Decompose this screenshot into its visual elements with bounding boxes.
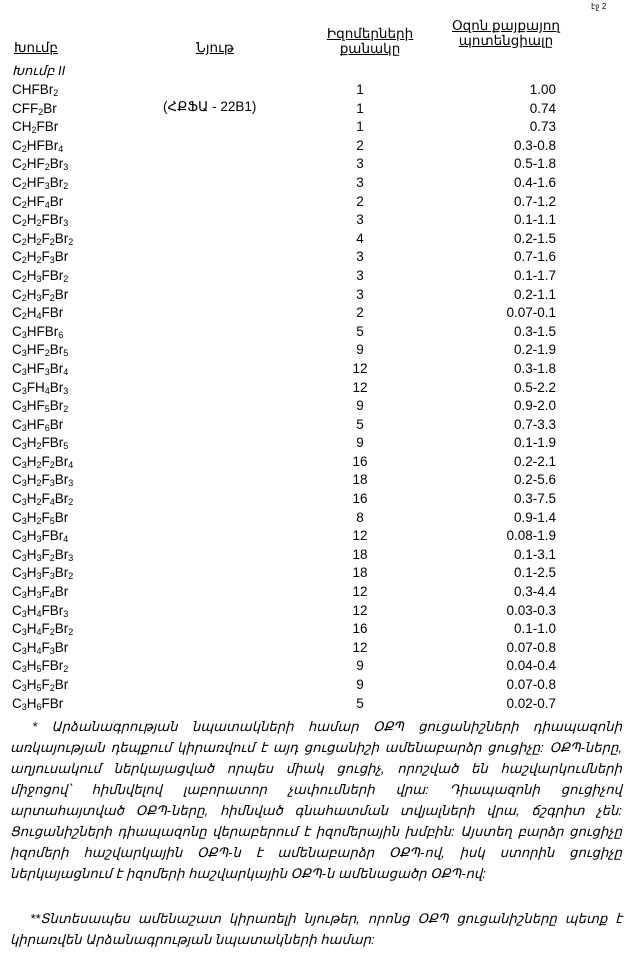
footnote-1: * Արձանագրության նպատակների համար ՕՔՊ ցուցանիշների դիապազոնի առկայության դեպքում կիրառվում է այդ ցուցանիշի ամենաբարձր ցուցիչը: ՕՔՊ-ները, աղյուսակում ներկայացված որպես միակ ցուցիչ, որոշված են հաշվարկումների միջոցով՝ հիմնվելով լաբորատոր չափումների վրա: Դիապազոնի ցուցիչով արտահայտված ՕՔՊ-ները, հիմնված գնահատման տվյալների վրա, ճշգրիտ չեն: Ցուցանիշների դիապազոնը վերաբերում է իզոմերային խմբին: Այստեղ բարձր ցուցիչը իզոմերի հաշվարկային ՕՔՊ-ն է ամենաբարձր ՕՔՊ-ով, իսկ ստորին ցուցիչը ներկայացնում է իզոմերի հաշվարկային ՕՔՊ-ն ամենացածր ՕՔՊ-ով: <box>10 719 622 881</box>
formula-cell: $C_2HF_2Br_3$ <box>12 156 69 173</box>
odp-value-cell: 0.5-2.2 <box>513 379 556 395</box>
table-row <box>0 546 630 565</box>
page-number: էջ 2 <box>591 2 607 11</box>
formula-cell: $C_3H_3F_2Br_3$ <box>12 546 74 563</box>
table-row <box>0 248 630 267</box>
odp-value-cell: 1.00 <box>529 82 556 97</box>
isomer-count-cell: 2 <box>356 305 364 321</box>
table-row <box>0 471 630 490</box>
table-row <box>0 453 630 472</box>
odp-value-cell: 0.7-3.3 <box>513 416 556 432</box>
formula-cell: $C_3H_2F_5Br$ <box>12 509 69 526</box>
odp-value-cell: 0.02-0.7 <box>506 695 556 711</box>
table-row <box>0 620 630 639</box>
isomer-count-cell: 9 <box>356 342 364 358</box>
odp-value-cell: 0.03-0.3 <box>506 602 556 618</box>
formula-cell: $C_3H_3FBr_4$ <box>12 528 69 545</box>
isomer-count-cell: 2 <box>356 137 364 153</box>
odp-value-cell: 0.74 <box>529 100 556 116</box>
odp-value-cell: 0.9-1.4 <box>513 509 556 525</box>
formula-cell: $CFF_2Br$ <box>12 100 57 117</box>
odp-value-cell: 0.7-1.6 <box>513 249 556 265</box>
table-row <box>0 379 630 398</box>
header-odp: Օզոն քայքայող պոտենցիալը <box>452 18 560 48</box>
odp-value-cell: 0.7-1.2 <box>513 193 556 209</box>
isomer-count-cell: 5 <box>356 695 364 711</box>
table-row <box>0 341 630 360</box>
odp-value-cell: 0.08-1.9 <box>506 528 556 544</box>
isomer-count-cell: 1 <box>356 119 364 135</box>
table-row <box>0 527 630 546</box>
isomer-count-cell: 9 <box>356 677 364 692</box>
formula-cell: $C_2H_3F_2Br$ <box>12 286 69 303</box>
formula-cell: $C_2H_3FBr_2$ <box>12 267 69 284</box>
formula-cell: $C_3H_6FBr$ <box>12 695 64 712</box>
formula-cell: $C_3HF_6Br$ <box>12 416 64 433</box>
odp-value-cell: 0.5-1.8 <box>513 156 556 172</box>
odp-value-cell: 0.07-0.8 <box>506 639 556 655</box>
table-row <box>0 657 630 676</box>
table-row <box>0 267 630 286</box>
formula-cell: $CH_2FBr$ <box>12 119 59 136</box>
isomer-count-cell: 3 <box>356 212 364 228</box>
table-row <box>0 360 630 379</box>
isomer-count-cell: 5 <box>356 416 364 432</box>
odp-value-cell: 0.1-1.1 <box>513 212 556 228</box>
table-row <box>0 137 630 156</box>
table-row <box>0 695 630 714</box>
isomer-count-cell: 12 <box>352 602 368 618</box>
formula-cell: $C_3FH_4Br_3$ <box>12 379 69 396</box>
formula-cell: $C_3H_5FBr_2$ <box>12 658 69 675</box>
isomer-count-cell: 18 <box>352 546 368 562</box>
odp-value-cell: 0.3-4.4 <box>513 584 556 600</box>
odp-value-cell: 0.1-1.7 <box>513 267 556 283</box>
odp-value-cell: 0.3-0.8 <box>513 137 556 153</box>
formula-cell: $C_2H_2F_3Br$ <box>12 249 69 266</box>
isomer-count-cell: 8 <box>356 509 364 525</box>
isomer-count-cell: 5 <box>356 323 364 339</box>
table-row <box>0 434 630 453</box>
isomer-count-cell: 3 <box>356 286 364 302</box>
header-group: Խումբ <box>14 40 58 55</box>
formula-cell: $C_3HFBr_6$ <box>12 323 64 340</box>
formula-cell: $C_3H_2FBr_5$ <box>12 435 69 452</box>
odp-value-cell: 0.2-1.9 <box>513 342 556 358</box>
isomer-count-cell: 1 <box>356 82 364 97</box>
odp-value-cell: 0.3-7.5 <box>513 491 556 507</box>
isomer-count-cell: 12 <box>352 584 368 600</box>
table-row <box>0 323 630 342</box>
formula-cell: $C_3H_2F_3Br_3$ <box>12 472 74 489</box>
formula-cell: $C_3HF_5Br_2$ <box>12 398 69 415</box>
table-row <box>0 230 630 249</box>
odp-value-cell: 0.1-1.0 <box>513 621 556 637</box>
table-row <box>0 564 630 583</box>
odp-value-cell: 0.4-1.6 <box>513 174 556 190</box>
odp-value-cell: 0.3-1.5 <box>513 323 556 339</box>
formula-cell: $C_2HF_3Br_2$ <box>12 174 69 191</box>
odp-value-cell: 0.07-0.8 <box>506 677 556 692</box>
formula-cell: $C_2H_4FBr$ <box>12 305 64 322</box>
formula-cell: $C_3HF_2Br_5$ <box>12 342 69 359</box>
odp-value-cell: 0.9-2.0 <box>513 398 556 414</box>
table-row <box>0 509 630 528</box>
table-row <box>0 416 630 435</box>
isomer-count-cell: 3 <box>356 174 364 190</box>
footnote-2: **Տնտեսապես ամենաշատ կիրառելի նյութեր, որոնց ՕՔՊ ցուցանիշները պետք է կիրառվեն Արձանագրության նպատակների համար: <box>10 911 622 947</box>
table-row <box>0 155 630 174</box>
table-row <box>0 639 630 658</box>
formula-cell: $C_3H_3F_3Br_2$ <box>12 565 74 582</box>
data-table <box>0 81 630 713</box>
table-row <box>0 583 630 602</box>
isomer-count-cell: 4 <box>356 230 364 246</box>
odp-value-cell: 0.3-1.8 <box>513 360 556 376</box>
isomer-count-cell: 9 <box>356 658 364 674</box>
table-row <box>0 490 630 509</box>
table-row <box>0 602 630 621</box>
table-row <box>0 397 630 416</box>
formula-cell: $C_3H_4FBr_3$ <box>12 602 69 619</box>
header-substance: Նյութ <box>196 40 234 55</box>
odp-value-cell: 0.1-1.9 <box>513 435 556 451</box>
table-row <box>0 211 630 230</box>
isomer-count-cell: 16 <box>352 453 368 469</box>
odp-value-cell: 0.73 <box>529 119 556 135</box>
isomer-count-cell: 9 <box>356 398 364 414</box>
table-row <box>0 676 630 695</box>
formula-cell: $C_3HF_3Br_4$ <box>12 360 69 377</box>
formula-cell: $C_3H_2F_2Br_4$ <box>12 453 74 470</box>
header-isomers: Իզոմերների քանակը <box>326 26 414 56</box>
odp-value-cell: 0.1-2.5 <box>513 565 556 581</box>
table-row <box>0 193 630 212</box>
isomer-count-cell: 3 <box>356 156 364 172</box>
substance-note: (ՀՔՖԱ - 22B1) <box>163 99 257 114</box>
table-row <box>0 304 630 323</box>
table-row <box>0 81 630 100</box>
isomer-count-cell: 12 <box>352 639 368 655</box>
odp-value-cell: 0.2-1.1 <box>513 286 556 302</box>
isomer-count-cell: 9 <box>356 435 364 451</box>
isomer-count-cell: 18 <box>352 472 368 488</box>
isomer-count-cell: 12 <box>352 360 368 376</box>
formula-cell: $C_3H_5F_2Br$ <box>12 677 69 693</box>
table-row <box>0 118 630 137</box>
isomer-count-cell: 18 <box>352 565 368 581</box>
isomer-count-cell: 3 <box>356 249 364 265</box>
formula-cell: $C_3H_4F_2Br_2$ <box>12 621 74 638</box>
isomer-count-cell: 2 <box>356 193 364 209</box>
formula-cell: $C_2H_2F_2Br_2$ <box>12 230 74 247</box>
odp-value-cell: 0.04-0.4 <box>506 658 556 674</box>
formula-cell: $C_2H_2FBr_3$ <box>12 212 69 229</box>
odp-value-cell: 0.2-1.5 <box>513 230 556 246</box>
isomer-count-cell: 12 <box>352 379 368 395</box>
odp-value-cell: 0.2-2.1 <box>513 453 556 469</box>
formula-cell: $C_2HFBr_4$ <box>12 137 64 154</box>
odp-value-cell: 0.1-3.1 <box>513 546 556 562</box>
formula-cell: $C_3H_4F_3Br$ <box>12 639 69 656</box>
section-label: Խումբ II <box>12 63 66 78</box>
table-row <box>0 174 630 193</box>
table-row <box>0 100 630 119</box>
formula-cell: CHFBr$_2$ <box>12 82 59 98</box>
formula-cell: $C_2HF_4Br$ <box>12 193 64 210</box>
isomer-count-cell: 12 <box>352 528 368 544</box>
isomer-count-cell: 3 <box>356 267 364 283</box>
table-row <box>0 286 630 305</box>
formula-cell: $C_3H_2F_4Br_2$ <box>12 491 74 508</box>
isomer-count-cell: 16 <box>352 491 368 507</box>
odp-value-cell: 0.07-0.1 <box>506 305 556 321</box>
isomer-count-cell: 16 <box>352 621 368 637</box>
odp-value-cell: 0.2-5.6 <box>513 472 556 488</box>
isomer-count-cell: 1 <box>356 100 364 116</box>
formula-cell: $C_3H_3F_4Br$ <box>12 584 69 601</box>
